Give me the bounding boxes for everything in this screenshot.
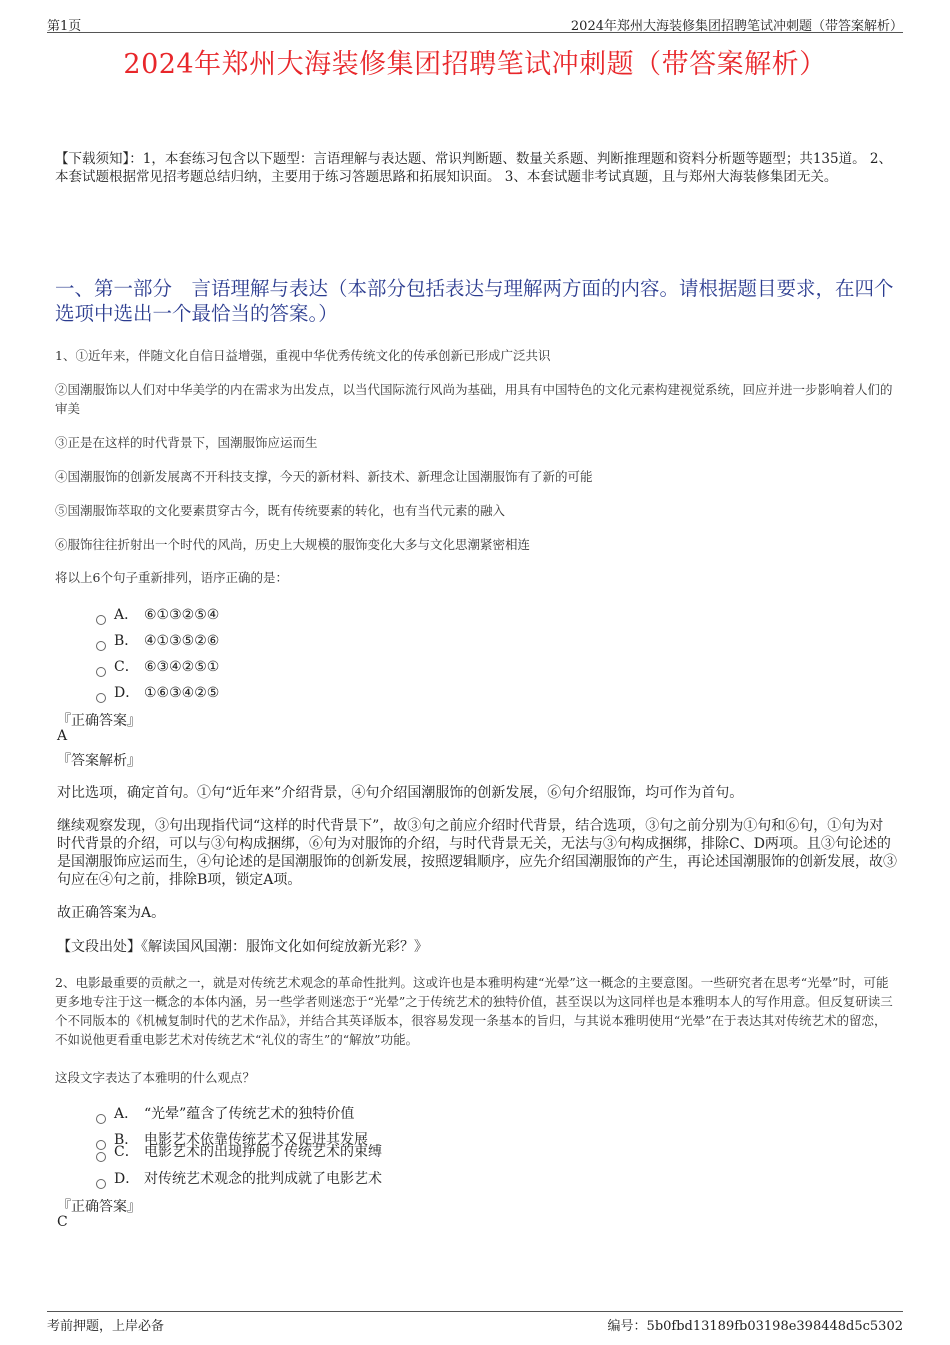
q2-option-c[interactable]: C． 电影艺术的出现挣脱了传统艺术的束缚 (96, 1141, 382, 1161)
q1-option-d[interactable]: D． ①⑥③④②⑤ (96, 682, 219, 702)
q1-source: 【文段出处】《解读国风国潮：服饰文化如何绽放新光彩？》 (57, 939, 428, 955)
q1-analysis-3: 故正确答案为A。 (57, 905, 166, 921)
footer-slogan: 考前押题，上岸必备 (47, 1319, 165, 1334)
q1-analysis-1: 对比选项，确定首句。①句“近年来”介绍背景，④句介绍国潮服饰的创新发展，⑥句介绍服饰，均可作为首句。 (57, 785, 744, 801)
q1-sentence-6: ⑥服饰往往折射出一个时代的风尚，历史上大规模的服饰变化大多与文化思潮紧密相连 (55, 537, 531, 552)
q1-sentence-3: ③正是在这样的时代背景下，国潮服饰应运而生 (55, 435, 318, 450)
q1-sentence-5: ⑤国潮服饰萃取的文化要素贯穿古今，既有传统要素的转化，也有当代元素的融入 (55, 503, 506, 518)
q2-option-b[interactable]: B． 电影艺术依靠传统艺术又促进其发展 (96, 1129, 368, 1149)
page-footer (47, 1311, 903, 1334)
q1-option-b[interactable]: B． ④①③⑤②⑥ (96, 630, 219, 650)
section-heading: 一、第一部分 言语理解与表达（本部分包括表达与理解两方面的内容。请根据题目要求，在四个选项中选出一个最恰当的答案。） (55, 277, 894, 325)
q1-prompt: 将以上6个句子重新排列，语序正确的是： (55, 570, 288, 585)
footer-serial: 编号：5b0fbd13189fb03198e398448d5c5302 (607, 1319, 903, 1334)
q1-sentence-1: 1、①近年来，伴随文化自信日益增强，重视中华优秀传统文化的传承创新已形成广泛共识 (55, 348, 551, 363)
download-notice: 【下载须知】：1，本套练习包含以下题型：言语理解与表达题、常识判断题、数量关系题、判断推理题和资料分析题等题型；共135道。 2、本套试题根据常见招考题总结归纳，主要用于练习答题思路和拓展知识面。 3、本套试题非考试真题，且与郑州大海装修集团无关。 (55, 151, 892, 185)
header-doc-title: 2024年郑州大海装修集团招聘笔试冲刺题（带答案解析） (570, 19, 903, 34)
q1-analysis-2: 继续观察发现，③句出现指代词“这样的时代背景下”，故③句之前应介绍时代背景，结合选项，③句之前分别为①句和⑥句，①句为对时代背景的介绍，可以与③句构成捆绑，⑥句为对服饰的介绍，与时代背景无关，无法与③句构成捆绑，排除C、D两项。且③句论述的是国潮服饰应运而生，④句论述的是国潮服饰的创新发展，按照逻辑顺序，应先介绍国潮服饰的产生，再论述国潮服饰的创新发展，故③句应在④句之前，排除B项，锁定A项。 (57, 818, 897, 888)
radio-icon[interactable] (96, 1152, 106, 1162)
radio-icon[interactable] (96, 615, 106, 625)
radio-icon[interactable] (96, 641, 106, 651)
q2-answer-label: 『正确答案』 (57, 1199, 141, 1215)
q1-sentence-4: ④国潮服饰的创新发展离不开科技支撑，今天的新材料、新技术、新理念让国潮服饰有了新的可能 (55, 469, 593, 484)
q2-prompt: 这段文字表达了本雅明的什么观点？ (55, 1070, 256, 1085)
q1-option-c[interactable]: C． ⑥③④②⑤① (96, 656, 219, 676)
q2-passage: 2、电影最重要的贡献之一，就是对传统艺术观念的革命性批判。这或许也是本雅明构建“光晕”这一概念的主要意图。一些研究者在思考“光晕”时，可能更多地专注于这一概念的本体内涵，另一些学者则迷恋于“光晕”之于传统艺术的独特价值，甚至误以为这同样也是本雅明本人的写作用意。但反复研读三个不同版本的《机械复制时代的艺术作品》，并结合其英译版本，很容易发现一条基本的旨归，与其说本雅明使用“光晕”在于表达其对传统艺术的留恋，不如说他更看重电影艺术对传统艺术“礼仪的寄生”的“解放”功能。 (55, 975, 893, 1047)
q1-answer-label: 『正确答案』 (57, 713, 141, 729)
document-title: 2024年郑州大海装修集团招聘笔试冲刺题（带答案解析） (123, 49, 827, 80)
page-number: 第1页 (47, 19, 82, 34)
radio-icon[interactable] (96, 1114, 106, 1124)
q1-sentence-2: ②国潮服饰以人们对中华美学的内在需求为出发点，以当代国际流行风尚为基础，用具有中国特色的文化元素构建视觉系统，回应并进一步影响着人们的审美 (55, 382, 893, 416)
q2-option-d[interactable]: D． 对传统艺术观念的批判成就了电影艺术 (96, 1168, 382, 1188)
q2-answer: C (57, 1214, 68, 1230)
radio-icon[interactable] (96, 693, 106, 703)
q1-option-a[interactable]: A． ⑥①③②⑤④ (96, 604, 219, 624)
page-header (47, 12, 903, 33)
q2-option-a[interactable]: A． “光晕”蕴含了传统艺术的独特价值 (96, 1103, 354, 1123)
q1-analysis-label: 『答案解析』 (57, 753, 141, 769)
radio-icon[interactable] (96, 667, 106, 677)
radio-icon[interactable] (96, 1179, 106, 1189)
q1-answer: A (57, 728, 68, 744)
